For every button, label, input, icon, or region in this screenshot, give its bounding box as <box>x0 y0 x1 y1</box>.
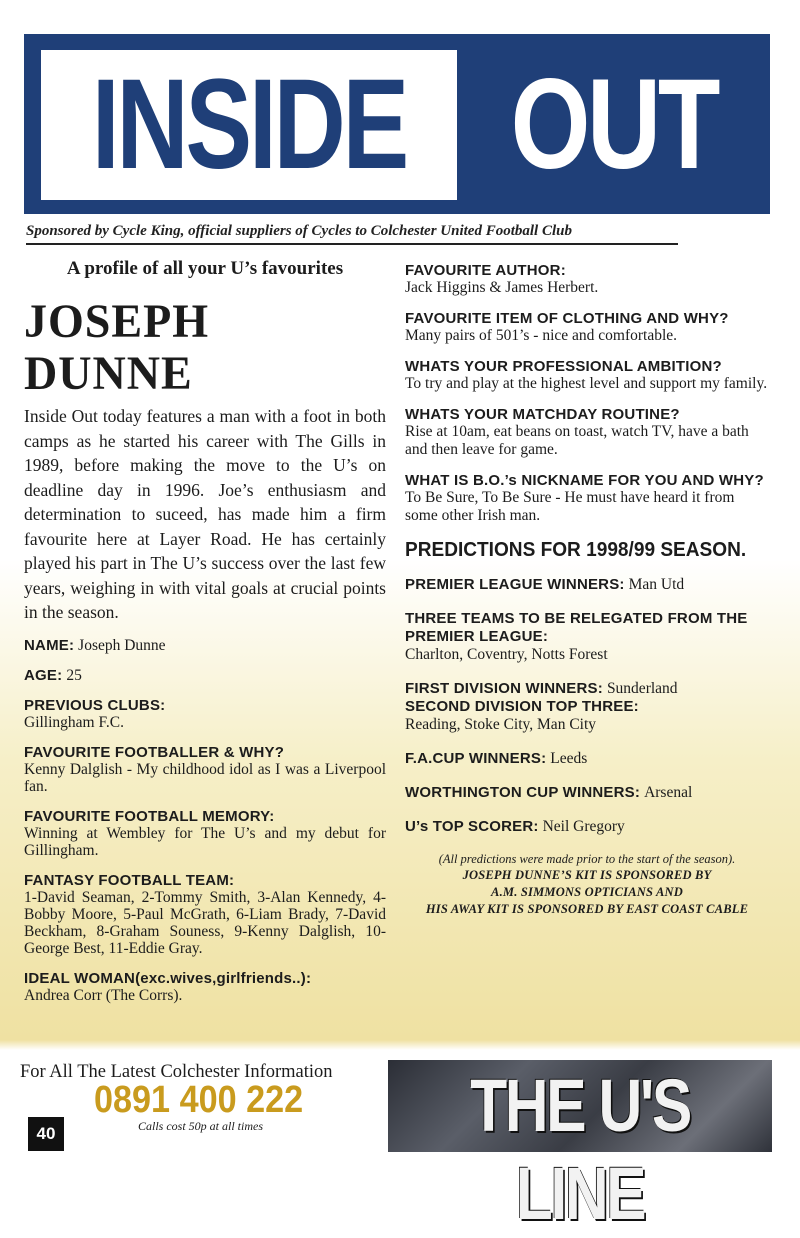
fact-previous-clubs <box>24 697 386 731</box>
qa-clothing <box>405 310 769 345</box>
fact-fantasy-team-label: FANTASY FOOTBALL TEAM: <box>24 871 235 889</box>
pred-top-scorer-label: U’s TOP SCORER: <box>405 818 539 835</box>
fact-name <box>24 637 386 654</box>
fact-name-label: NAME: <box>24 636 75 654</box>
phone-number: 0891 400 222 <box>94 1079 304 1121</box>
pred-fa-cup-value: Leeds <box>550 750 588 767</box>
pred-first-div-label: FIRST DIVISION WINNERS: <box>405 680 603 697</box>
title-inside: INSIDE <box>91 53 407 196</box>
pred-second-div-value: Reading, Stoke City, Man City <box>405 716 597 733</box>
question: FAVOURITE ITEM OF CLOTHING AND WHY? <box>405 310 729 327</box>
fact-memory <box>24 808 386 859</box>
predictions-note: (All predictions were made prior to the start of the season). <box>438 852 736 866</box>
pred-relegated <box>405 610 769 664</box>
pred-top-scorer-value: Neil Gregory <box>542 818 625 835</box>
fact-ideal-woman-value: Andrea Corr (The Corrs). <box>24 986 183 1004</box>
right-column <box>405 262 769 918</box>
fact-fantasy-team-value: 1-David Seaman, 2-Tommy Smith, 3-Alan Kennedy, 4-Bobby Moore, 5-Paul McGrath, 6-Liam Brady, 7-David Beckham, 8-Graham Souness, 9-Kenny Dalglish, 10-George Best, 11-Eddie Gray. <box>24 888 386 957</box>
pred-first-div-value: Sunderland <box>606 680 678 697</box>
fact-ideal-woman-label: IDEAL WOMAN(exc.wives,girlfriends..): <box>24 969 312 987</box>
intro-heading: A profile of all your U’s favourites <box>66 258 344 279</box>
kit-sponsor-line: JOSEPH DUNNE’S KIT IS SPONSORED BY <box>462 868 712 882</box>
fact-previous-clubs-label: PREVIOUS CLUBS: <box>24 696 166 714</box>
pred-worthington-value: Arsenal <box>644 784 693 801</box>
question: FAVOURITE AUTHOR: <box>405 262 566 279</box>
fact-footballer-label: FAVOURITE FOOTBALLER & WHY? <box>24 743 285 761</box>
pred-fa-cup <box>405 750 769 768</box>
answer: To Be Sure, To Be Sure - He must have heard it from some other Irish man. <box>405 489 735 524</box>
call-cost-note: Calls cost 50p at all times <box>138 1119 264 1133</box>
answer: Many pairs of 501’s - nice and comfortable. <box>405 327 678 344</box>
answer: Jack Higgins & James Herbert. <box>405 279 599 296</box>
fact-age-label: AGE: <box>24 666 63 684</box>
answer: To try and play at the highest level and support my family. <box>405 375 768 392</box>
intro-paragraph: Inside Out today features a man with a foot in both camps as he started his career with The Gills in 1989, before making the move to the U’s on deadline day in 1996. Joe’s enthusiasm and determination to suceed, has made him a firm favourite here at Layer Road. He has certainly played his part in The U’s success over the last few years, weighing in with vital goals at crucial points in the season. <box>24 406 386 622</box>
pred-divisions <box>405 680 769 734</box>
pred-worthington <box>405 784 769 802</box>
qa-nickname <box>405 472 769 525</box>
fact-ideal-woman <box>24 970 386 1004</box>
pred-worthington-label: WORTHINGTON CUP WINNERS: <box>405 784 641 801</box>
qa-matchday <box>405 406 769 459</box>
left-column <box>24 258 386 1017</box>
answer: Rise at 10am, eat beans on toast, watch TV, have a bath and then leave for game. <box>405 423 749 458</box>
pred-relegated-label: THREE TEAMS TO BE RELEGATED FROM THE PREMIER LEAGUE: <box>405 610 748 645</box>
fact-age-value: 25 <box>66 666 82 684</box>
title-out: OUT <box>510 53 718 196</box>
pred-second-div-label: SECOND DIVISION TOP THREE: <box>405 698 639 715</box>
pred-premier <box>405 576 769 594</box>
fact-memory-label: FAVOURITE FOOTBALL MEMORY: <box>24 807 275 825</box>
kit-sponsor-line: HIS AWAY KIT IS SPONSORED BY EAST COAST CABLE <box>425 902 749 916</box>
footer-info-text: For All The Latest Colchester Information <box>20 1062 333 1082</box>
kit-sponsor-line: A.M. SIMMONS OPTICIANS AND <box>491 885 683 899</box>
kit-notes <box>405 852 769 918</box>
us-line-text: THE U'S LINE <box>470 1064 690 1235</box>
pred-top-scorer <box>405 818 769 836</box>
pred-relegated-value: Charlton, Coventry, Notts Forest <box>405 646 608 663</box>
player-name: JOSEPH DUNNE <box>24 295 209 400</box>
question: WHAT IS B.O.’s NICKNAME FOR YOU AND WHY? <box>405 472 764 489</box>
pred-premier-value: Man Utd <box>628 576 685 593</box>
predictions-heading: PREDICTIONS FOR 1998/99 SEASON. <box>405 538 747 561</box>
fact-footballer <box>24 744 386 795</box>
fact-name-value: Joseph Dunne <box>78 636 166 654</box>
question: WHATS YOUR PROFESSIONAL AMBITION? <box>405 358 722 375</box>
qa-author <box>405 262 769 297</box>
question: WHATS YOUR MATCHDAY ROUTINE? <box>405 406 680 423</box>
title-banner <box>24 34 770 214</box>
page-number: 40 <box>28 1117 64 1151</box>
fact-fantasy-team <box>24 872 386 957</box>
fact-previous-clubs-value: Gillingham F.C. <box>24 713 124 731</box>
pred-fa-cup-label: F.A.CUP WINNERS: <box>405 750 547 767</box>
sponsor-line: Sponsored by Cycle King, official suppliers of Cycles to Colchester United Football Club <box>26 223 678 245</box>
us-line-logo <box>388 1060 772 1235</box>
title-inside-box <box>41 50 457 200</box>
fact-age <box>24 667 386 684</box>
qa-ambition <box>405 358 769 393</box>
fact-footballer-value: Kenny Dalglish - My childhood idol as I was a Liverpool fan. <box>24 760 386 795</box>
fact-memory-value: Winning at Wembley for The U’s and my debut for Gillingham. <box>24 824 386 859</box>
pred-premier-label: PREMIER LEAGUE WINNERS: <box>405 576 625 593</box>
